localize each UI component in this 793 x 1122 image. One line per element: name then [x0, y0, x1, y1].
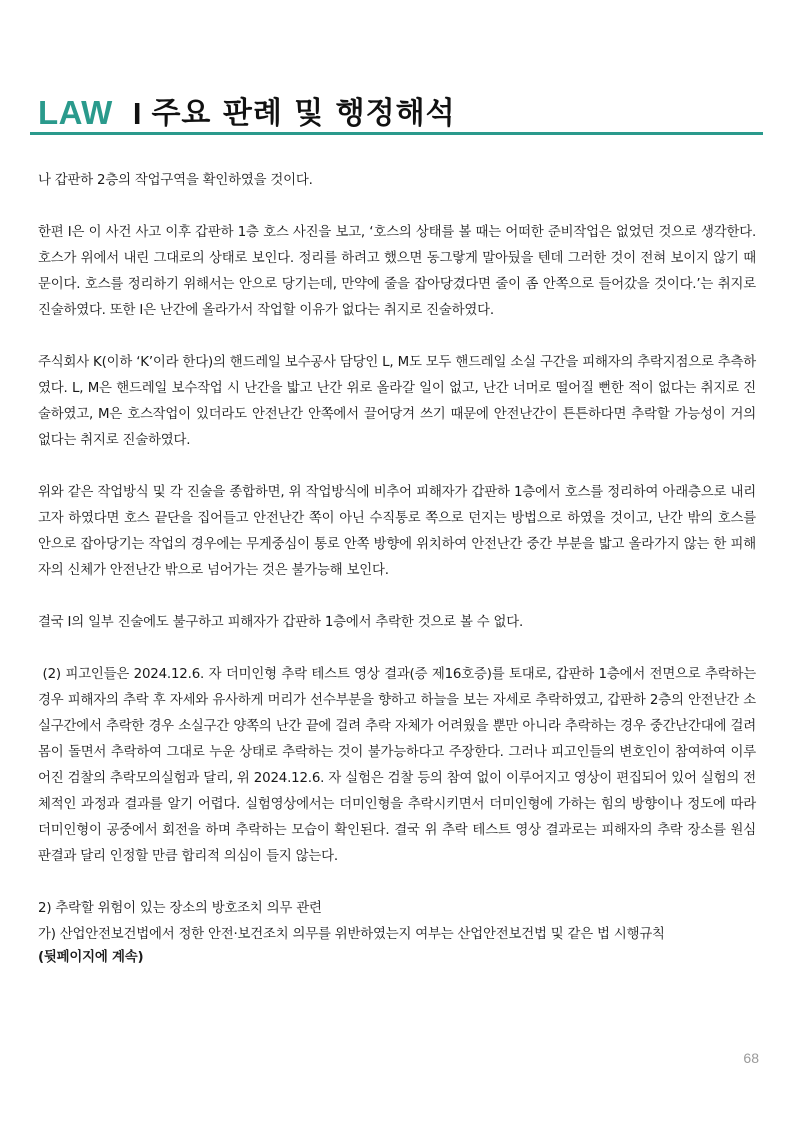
section-text: 가) 산업안전보건법에서 정한 안전·보건조치 의무를 위반하였는지 여부는 산업안전보건법 및 같은 법 시행규칙: [38, 927, 665, 942]
section-heading: 2) 추락할 위험이 있는 장소의 방호조치 의무 관련: [38, 901, 322, 916]
page-number: 68: [743, 1050, 759, 1066]
header-rule: [30, 132, 763, 135]
law-label: LAW: [38, 94, 113, 131]
paragraph: 한편 I은 이 사건 사고 이후 갑판하 1층 호스 사진을 보고, ‘호스의 상태를 볼 때는 어떠한 준비작업은 없었던 것으로 생각한다. 호스가 위에서 내린 그대로의 상태로 보인다. 정리를 하려고 했으면 동그랗게 말아뒀을 텐데 그러한 것이 전혀 보이지 않기 때문이다. 호스를 정리하기 위해서는 안으로 당기는데, 만약에 줄을 잡아당겼다면 줄이 좀 안쪽으로 들어갔을 것이다.’는 취지로 진술하였다. 또한 I은 난간에 올라가서 작업할 이유가 없다는 취지로 진술하였다.: [38, 225, 756, 318]
paragraph: 결국 I의 일부 진술에도 불구하고 피해자가 갑판하 1층에서 추락한 것으로 볼 수 없다.: [38, 615, 524, 630]
paragraph: 위와 같은 작업방식 및 각 진술을 종합하면, 위 작업방식에 비추어 피해자가 갑판하 1층에서 호스를 정리하여 아래층으로 내리고자 하였다면 호스 끝단을 집어들고 안전난간 쪽이 아닌 수직통로 쪽으로 던지는 방법으로 하였을 것이고, 난간 밖의 호스를 안으로 잡아당기는 작업의 경우에는 무게중심이 통로 안쪽 방향에 위치하여 안전난간 중간 부분을 밟고 올라가지 않는 한 피해자의 신체가 안전난간 밖으로 넘어가는 것은 불가능해 보인다.: [38, 485, 756, 578]
header-separator: I: [132, 96, 142, 131]
document-body: [38, 168, 761, 968]
paragraph: (2) 피고인들은 2024.12.6. 자 더미인형 추락 테스트 영상 결과(증 제16호증)를 토대로, 갑판하 1층에서 전면으로 추락하는 경우 피해자의 추락 후 자세와 유사하게 머리가 선수부분을 향하고 하늘을 보는 자세로 추락하였고, 갑판하 2층의 안전난간 소실구간에서 추락한 경우 소실구간 양쪽의 난간 끝에 걸려 추락 자체가 어려웠을 뿐만 아니라 추락하는 경우 중간난간대에 걸려 몸이 돌면서 추락하여 그대로 누운 상태로 추락하는 것이 불가능하다고 주장한다. 그러나 피고인들의 변호인이 참여하여 이루어진 검찰의 추락모의실험과 달리, 위 2024.12.6. 자 실험은 검찰 등의 참여 없이 이루어지고 영상이 편집되어 있어 실험의 전체적인 과정과 결과를 알기 어렵다. 실험영상에서는 더미인형을 추락시키면서 더미인형에 가하는 힘의 방향이나 정도에 따라 더미인형이 공중에서 회전을 하며 추락하는 모습이 확인된다. 결국 위 추락 테스트 영상 결과로는 피해자의 추락 장소를 원심 판결과 달리 인정할 만큼 합리적 의심이 들지 않는다.: [38, 667, 761, 864]
continued-note: (뒷페이지에 계속): [38, 950, 144, 965]
page-title: 주요 판례 및 행정해석: [151, 96, 456, 131]
paragraph: 나 갑판하 2층의 작업구역을 확인하였을 것이다.: [38, 173, 313, 188]
paragraph: 주식회사 K(이하 ‘K’이라 한다)의 핸드레일 보수공사 담당인 L, M도 모두 핸드레일 소실 구간을 피해자의 추락지점으로 추측하였다. L, M은 핸드레일 보수작업 시 난간을 밟고 난간 위로 올라갈 일이 없고, 난간 너머로 떨어질 뻔한 적이 없다는 취지로 진술하였고, M은 호스작업이 있더라도 안전난간 안쪽에서 끌어당겨 쓰기 때문에 안전난간이 튼튼하다면 추락할 가능성이 거의 없다는 취지로 진술하였다.: [38, 355, 756, 448]
page-header: [38, 84, 456, 132]
